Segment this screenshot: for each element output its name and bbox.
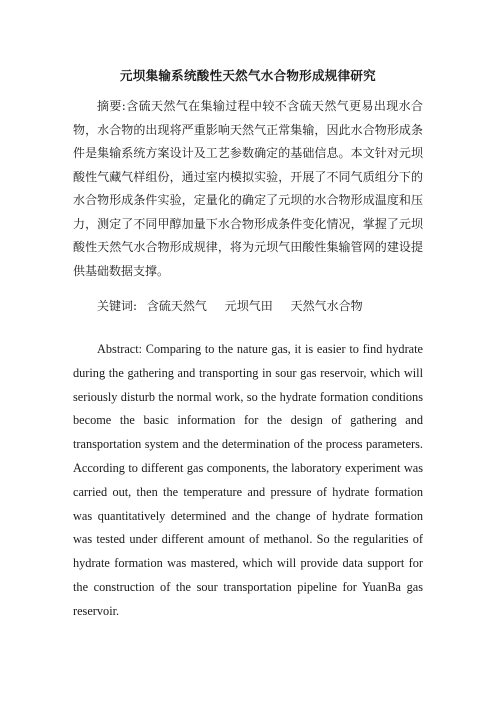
document-title: 元坝集输系统酸性天然气水合物形成规律研究 xyxy=(119,68,376,83)
keyword: 元坝气田 xyxy=(224,299,273,313)
english-abstract: Abstract: Comparing to the nature gas, it is easier to find hydrate during the gathering and transporting in sour gas reservoir, which will seriously disturb the normal work, so the hydrate formation conditions become the basic information for the design of gathering and transportation system and the determination of the process parameters. According to different gas components, the laboratory experiment was carried out, then the temperature and pressure of hydrate formation was quantitatively determined and the change of hydrate formation was tested under different amount of methanol. So the regularities of hydrate formation was mastered, which will provide data support for the construction of the sour transportation pipeline for YuanBa gas reservoir. xyxy=(73,342,423,618)
chinese-abstract: 摘要:含硫天然气在集输过程中较不含硫天然气更易出现水合物，水合物的出现将严重影响天然气正常集输，因此水合物形成条件是集输系统方案设计及工艺参数确定的基础信息。本文针对元坝酸性气藏气样组份，通过室内模拟实验，开展了不同气质组分下的水合物形成条件实验，定量化的确定了元坝的水合物形成温度和压力，测定了不同甲醇加量下水合物形成条件变化情况，掌握了元坝酸性天然气水合物形成规律，将为元坝气田酸性集输管网的建设提供基础数据支撑。 xyxy=(73,99,423,278)
keywords-label: 关键词: xyxy=(97,299,138,313)
keyword: 含硫天然气 xyxy=(146,299,207,313)
keywords-line xyxy=(97,297,377,314)
keyword: 天然气水合物 xyxy=(290,299,363,313)
